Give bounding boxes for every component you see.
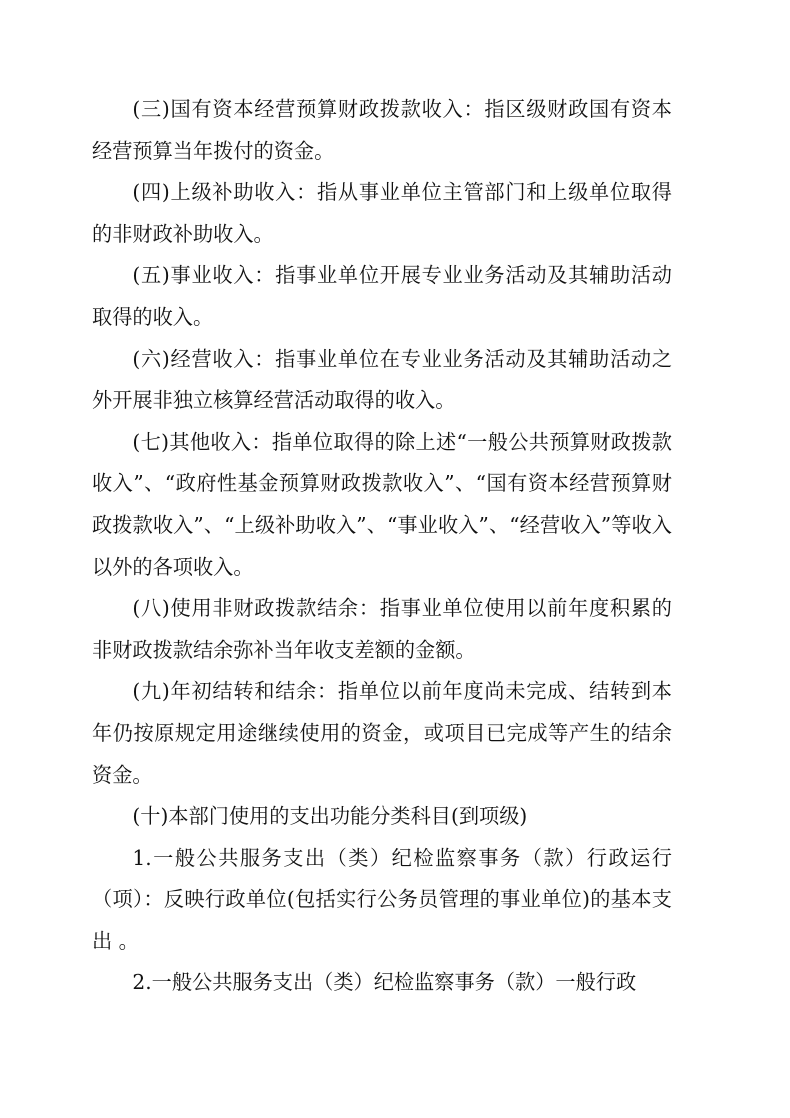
- paragraph-function-classification-heading: (十)本部门使用的支出功能分类科目(到项级): [132, 804, 528, 829]
- paragraph-item-2: 2.一般公共服务支出（类）纪检监察事务（款）一般行政: [132, 970, 637, 995]
- paragraph-non-fiscal-balance: (八)使用非财政拨款结余：指事业单位使用以前年度积累的非财政拨款结余弥补当年收支差额的金额。: [92, 596, 672, 662]
- paragraph-other-revenue: (七)其他收入：指单位取得的除上述“一般公共预算财政拨款收入”、“政府性基金预算财政拨款收入”、“国有资本经营预算财政拨款收入”、“上级补助收入”、“事业收入”、“经营收入”等收入以外的各项收入。: [92, 429, 672, 579]
- document-body: [92, 89, 672, 1004]
- paragraph-superior-subsidy: (四)上级补助收入：指从事业单位主管部门和上级单位取得的非财政补助收入。: [92, 180, 672, 246]
- paragraph-state-capital-revenue: (三)国有资本经营预算财政拨款收入：指区级财政国有资本经营预算当年拨付的资金。: [92, 97, 672, 163]
- paragraph-business-revenue: (五)事业收入：指事业单位开展专业业务活动及其辅助活动取得的收入。: [92, 263, 672, 329]
- paragraph-operating-revenue: (六)经营收入：指事业单位在专业业务活动及其辅助活动之外开展非独立核算经营活动取得的收入。: [92, 346, 672, 413]
- paragraph-item-1: 1.一般公共服务支出（类）纪检监察事务（款）行政运行（项）：反映行政单位(包括实行公务员管理的事业单位)的基本支出 。: [92, 845, 672, 953]
- paragraph-carryover-balance: (九)年初结转和结余：指单位以前年度尚未完成、结转到本年仍按原规定用途继续使用的资金，或项目已完成等产生的结余资金。: [92, 679, 672, 787]
